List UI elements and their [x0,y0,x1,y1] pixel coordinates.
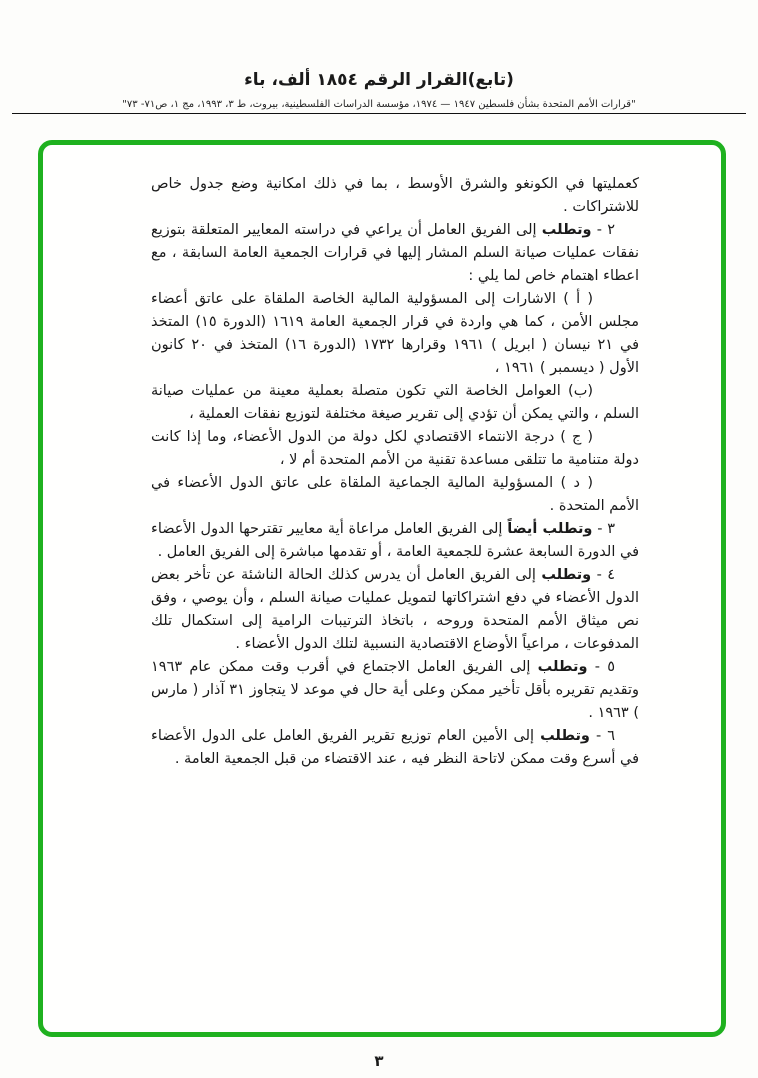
paragraph-bold-text: وتطلب [541,222,592,238]
paragraph [151,173,639,219]
paragraph-text: إلى الفريق العامل الاجتماع في أقرب وقت ممكن عام ١٩٦٣ وتقديم تقريره بأقل تأخير ممكن وعلى أية حال في موعد لا يتجاوز ٣١ آذار ( مارس ) ١٩٦٣ . [151,659,640,721]
paragraph [151,219,639,288]
paragraph-text: ٦ - [589,728,615,744]
document-frame [38,140,726,1037]
paragraph-text: إلى الأمين العام توزيع تقرير الفريق العامل على الدول الأعضاء في أسرع وقت ممكن لاتاحة النظر فيه ، عند الاقتضاء من قبل الجمعية العامة . [151,728,639,767]
document-title: (تابع)القرار الرقم ١٨٥٤ ألف، باء [244,70,514,90]
document-body [43,145,721,771]
paragraph-text: إلى الفريق العامل أن يدرس كذلك الحالة الناشئة عن تأخر بعض الدول الأعضاء في دفع اشتراكاتها لتمويل عمليات صيانة السلم ، وأن يوصي ، وفق نص ميثاق الأمم المتحدة وروحه ، باتخاذ الترتيبات الرامية إلى استكمال تلك المدفوعات ، مراعياً الأوضاع الاقتصادية النسبية لتلك الدول الأعضاء . [151,567,639,652]
document-header [0,70,758,110]
paragraph [151,426,639,472]
paragraph-text: ٢ - [591,222,615,238]
document-citation: "قرارات الأمم المتحدة بشأن فلسطين ١٩٤٧ — ١٩٧٤، مؤسسة الدراسات الفلسطينية، بيروت، ط ٣، ١٩٩٣، مج ١، ص٧١- ٧٣" [122,99,636,110]
paragraph-text: إلى الفريق العامل أن يراعي في دراسته المعايير المتعلقة بتوزيع نفقات عمليات صيانة السلم المشار إليها في قرارات الجمعية العامة السابقة ، مع اعطاء اهتمام خاص لما يلي : [151,222,639,284]
paragraph-text: كعمليتها في الكونغو والشرق الأوسط ، بما في ذلك امكانية وضع جدول خاص للاشتراكات . [151,176,639,215]
paragraph-text: ٤ - [591,567,615,583]
paragraph-text: ( ج ) درجة الانتماء الاقتصادي لكل دولة من الدول الأعضاء، وما إذا كانت دولة متنامية ما تتلقى مساعدة تقنية من الأمم المتحدة أم لا ، [151,429,639,468]
paragraph-bold-text: وتطلب [537,659,588,675]
paragraph [151,472,639,518]
header-divider [12,113,746,114]
paragraph-bold-text: وتطلب [540,728,590,744]
paragraph [151,564,639,656]
paragraph-text: ( أ ) الاشارات إلى المسؤولية المالية الخاصة الملقاة على عاتق أعضاء مجلس الأمن ، كما هي واردة في قرار الجمعية العامة ١٦١٩ (الدورة ١٥) المتخذ في ٢١ نيسان ( ابريل ) ١٩٦١ وقرارها ١٧٣٢ (الدورة ١٦) المتخذ في ٢٠ كانون الأول ( ديسمبر ) ١٩٦١ ، [151,291,639,376]
paragraph-text: ( د ) المسؤولية المالية الجماعية الملقاة على عاتق الدول الأعضاء في الأمم المتحدة . [151,475,639,514]
paragraph-text: (ب) العوامل الخاصة التي تكون متصلة بعملية معينة من عمليات صيانة السلم ، والتي يمكن أن تؤدي إلى تقرير صيغة مختلفة لتوزيع نفقات العملية ، [151,383,639,422]
paragraph-bold-text: وتطلب أيضاً [507,521,593,537]
paragraph [151,380,639,426]
paragraph-text: إلى الفريق العامل مراعاة أية معايير تقترحها الدول الأعضاء في الدورة السابعة عشرة للجمعية العامة ، أو تقدمها مباشرة إلى الفريق العامل . [151,521,639,560]
paragraph-text: ٣ - [592,521,616,537]
paragraph [151,518,639,564]
paragraph [151,288,639,380]
paragraph [151,725,639,771]
page-number: ٣ [374,1052,384,1070]
paragraph [151,656,639,725]
paragraph-bold-text: وتطلب [541,567,592,583]
paragraph-text: ٥ - [587,659,615,675]
